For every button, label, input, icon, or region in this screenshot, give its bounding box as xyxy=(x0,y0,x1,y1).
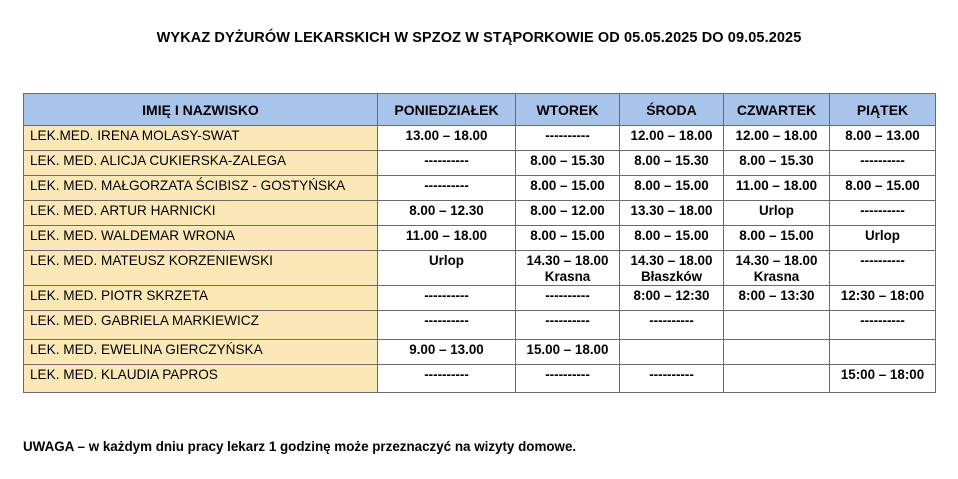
duty-cell-wednesday: 14.30 – 18.00 Błaszków xyxy=(620,251,724,286)
duty-cell-friday: ---------- xyxy=(830,151,936,176)
table-row xyxy=(24,201,936,226)
duty-cell-monday: ---------- xyxy=(378,286,516,311)
duty-cell-thursday: 8.00 – 15.30 xyxy=(724,151,830,176)
duty-cell-friday: ---------- xyxy=(830,311,936,340)
duty-cell-monday: 13.00 – 18.00 xyxy=(378,126,516,151)
duty-cell-monday: 8.00 – 12.30 xyxy=(378,201,516,226)
duty-cell-wednesday: 8:00 – 12:30 xyxy=(620,286,724,311)
duty-cell-wednesday: ---------- xyxy=(620,365,724,393)
doctor-name-cell: LEK. MED. PIOTR SKRZETA xyxy=(24,286,378,311)
table-row xyxy=(24,340,936,365)
duty-cell-friday: 8.00 – 15.00 xyxy=(830,176,936,201)
duty-cell-wednesday: 13.30 – 18.00 xyxy=(620,201,724,226)
duty-cell-tuesday: 14.30 – 18.00 Krasna xyxy=(516,251,620,286)
duty-cell-tuesday: 15.00 – 18.00 xyxy=(516,340,620,365)
header-wednesday: ŚRODA xyxy=(620,94,724,126)
duty-cell-thursday xyxy=(724,311,830,340)
duty-cell-thursday: 12.00 – 18.00 xyxy=(724,126,830,151)
duty-cell-monday: 11.00 – 18.00 xyxy=(378,226,516,251)
duty-schedule-table xyxy=(23,93,936,393)
duty-cell-friday: 8.00 – 13.00 xyxy=(830,126,936,151)
note-text: UWAGA – w każdym dniu pracy lekarz 1 godzinę może przeznaczyć na wizyty domowe. xyxy=(23,439,577,454)
duty-cell-tuesday: ---------- xyxy=(516,286,620,311)
header-name: IMIĘ I NAZWISKO xyxy=(24,94,378,126)
doctor-name-cell: LEK. MED. GABRIELA MARKIEWICZ xyxy=(24,311,378,340)
duty-cell-thursday xyxy=(724,340,830,365)
duty-cell-monday: ---------- xyxy=(378,365,516,393)
table-row xyxy=(24,151,936,176)
doctor-name-cell: LEK.MED. IRENA MOLASY-SWAT xyxy=(24,126,378,151)
table-row xyxy=(24,176,936,201)
doctor-name-cell: LEK. MED. MATEUSZ KORZENIEWSKI xyxy=(24,251,378,286)
header-thursday: CZWARTEK xyxy=(724,94,830,126)
duty-cell-tuesday: ---------- xyxy=(516,311,620,340)
duty-cell-friday: ---------- xyxy=(830,201,936,226)
duty-cell-wednesday: 12.00 – 18.00 xyxy=(620,126,724,151)
duty-cell-wednesday: ---------- xyxy=(620,311,724,340)
duty-cell-monday: 9.00 – 13.00 xyxy=(378,340,516,365)
duty-cell-tuesday: 8.00 – 12.00 xyxy=(516,201,620,226)
duty-cell-friday: ---------- xyxy=(830,251,936,286)
duty-cell-thursday: 8.00 – 15.00 xyxy=(724,226,830,251)
table-row xyxy=(24,311,936,340)
table-row xyxy=(24,251,936,286)
duty-cell-monday: ---------- xyxy=(378,176,516,201)
doctor-name-cell: LEK. MED. KLAUDIA PAPROS xyxy=(24,365,378,393)
duty-cell-monday: Urlop xyxy=(378,251,516,286)
doctor-name-cell: LEK. MED. ARTUR HARNICKI xyxy=(24,201,378,226)
doctor-name-cell: LEK. MED. WALDEMAR WRONA xyxy=(24,226,378,251)
duty-cell-tuesday: ---------- xyxy=(516,365,620,393)
header-friday: PIĄTEK xyxy=(830,94,936,126)
table-row xyxy=(24,286,936,311)
duty-cell-tuesday: 8.00 – 15.00 xyxy=(516,176,620,201)
duty-cell-tuesday: ---------- xyxy=(516,126,620,151)
doctor-name-cell: LEK. MED. MAŁGORZATA ŚCIBISZ - GOSTYŃSKA xyxy=(24,176,378,201)
table-header-row xyxy=(24,94,936,126)
duty-cell-wednesday: 8.00 – 15.00 xyxy=(620,176,724,201)
duty-cell-wednesday: 8.00 – 15.00 xyxy=(620,226,724,251)
duty-cell-thursday: 14.30 – 18.00 Krasna xyxy=(724,251,830,286)
doctor-name-cell: LEK. MED. ALICJA CUKIERSKA-ZALEGA xyxy=(24,151,378,176)
duty-cell-friday xyxy=(830,340,936,365)
table-row xyxy=(24,365,936,393)
duty-cell-tuesday: 8.00 – 15.30 xyxy=(516,151,620,176)
table-row xyxy=(24,126,936,151)
duty-cell-friday: Urlop xyxy=(830,226,936,251)
duty-cell-wednesday: 8.00 – 15.30 xyxy=(620,151,724,176)
duty-cell-thursday xyxy=(724,365,830,393)
duty-cell-monday: ---------- xyxy=(378,311,516,340)
document-title: WYKAZ DYŻURÓW LEKARSKICH W SPZOZ W STĄPORKOWIE OD 05.05.2025 DO 09.05.2025 xyxy=(156,30,802,46)
table-row xyxy=(24,226,936,251)
header-monday: PONIEDZIAŁEK xyxy=(378,94,516,126)
duty-cell-monday: ---------- xyxy=(378,151,516,176)
duty-cell-friday: 15:00 – 18:00 xyxy=(830,365,936,393)
duty-cell-friday: 12:30 – 18:00 xyxy=(830,286,936,311)
duty-cell-tuesday: 8.00 – 15.00 xyxy=(516,226,620,251)
header-tuesday: WTOREK xyxy=(516,94,620,126)
duty-cell-thursday: 11.00 – 18.00 xyxy=(724,176,830,201)
duty-cell-thursday: Urlop xyxy=(724,201,830,226)
duty-cell-thursday: 8:00 – 13:30 xyxy=(724,286,830,311)
duty-cell-wednesday xyxy=(620,340,724,365)
doctor-name-cell: LEK. MED. EWELINA GIERCZYŃSKA xyxy=(24,340,378,365)
